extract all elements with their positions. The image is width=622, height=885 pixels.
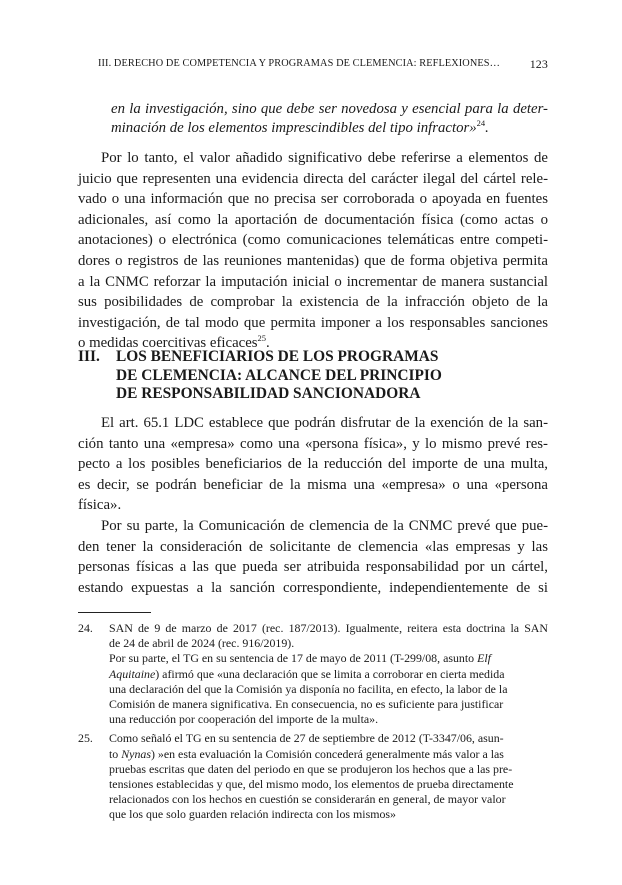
paragraph-line: personas físicas a las que pueda ser atribuida responsabilidad por un cártel, [78,559,548,576]
paragraph-valor-anadido [78,148,548,354]
paragraph-line: investigación, de tal modo que permita imponer a los responsables sanciones [78,314,548,331]
paragraph-line: es decir, se podrán beneficiar de la misma una «empresa» o una «persona [78,476,548,493]
quote-line: en la investigación, sino que debe ser novedosa y esencial para la deter- [111,101,548,117]
section-title-line: LOS BENEFICIARIOS DE LOS PROGRAMAS [116,348,439,365]
footnote-body [109,621,548,727]
footnote-line: una reducción por cooperación del importe de la multa». [109,712,379,727]
paragraph-line: den tener la consideración de solicitante de clemencia «las empresas y las [78,538,548,555]
footnote-ref-25[interactable]: 25 [257,333,267,344]
footnote-line: una declaración del que la Comisión ya disponía no facilita, en efecto, la labor de la [109,681,508,696]
paragraph-line: juicio que representen una evidencia directa del carácter ilegal del cártel rele- [78,170,548,187]
paragraph-line: Por lo tanto, el valor añadido significativo debe referirse a elementos de [101,150,548,166]
paragraph-line: El art. 65.1 LDC establece que podrán disfrutar de la exención de la san- [101,415,548,431]
paragraph-line: física». [78,497,122,514]
section-number: III. [78,348,100,365]
paragraph-comunicacion [78,516,548,598]
section-title [116,348,556,404]
footnote-number: 25. [78,731,93,746]
footnote-25 [78,731,548,822]
paragraph-line: sus posibilidades de comprobar la existencia de la infracción objeto de la [78,294,548,311]
paragraph-line: adicionales, así como la aportación de documentación física (como actas o [78,211,548,228]
footnote-line: SAN de 9 de marzo de 2017 (rec. 187/2013). Igualmente, reitera esta doctrina la SAN [109,621,548,635]
paragraph-line: o medidas coercitivas eficaces$^{25}$. [78,333,270,352]
running-header-title: III. DERECHO DE COMPETENCIA Y PROGRAMAS DE CLEMENCIA: REFLEXIONES… [98,58,500,69]
footnote-line: pruebas escritas que daten del periodo en que se produjeron los hechos que a las pre- [109,761,513,776]
footnote-body [109,731,548,822]
footnote-ref-24[interactable]: 24 [476,118,486,128]
paragraph-line: anotaciones) o electrónica (como comunicaciones telemáticas entre competi- [78,232,548,249]
footnote-line: Aquitaine) afirmó que «una declaración que se limita a corroborar en cierta medida [109,666,505,681]
paragraph-line: estando expuestas a la sanción correspondiente, independientemente de si [78,579,548,596]
footnote-line: tensiones establecidas y que, del mismo modo, los elementos de prueba directamente [109,777,514,792]
footnote-line: Como señaló el TG en su sentencia de 27 de septiembre de 2012 (T-3347/06, asun- [109,731,504,746]
footnote-24 [78,621,548,727]
paragraph-line: vado o una información que no precisa ser corroborada o apoyada en fuentes [78,191,548,208]
paragraph-art-65 [78,413,548,516]
paragraph-line: a la CNMC reforzar la imputación inicial o incrementar de manera sustancial [78,273,548,290]
footnote-line: Comisión de manera significativa. En consecuencia, no es suficiente para justificar [109,697,504,712]
quote-line: minación de los elementos imprescindibles del tipo infractor»$^{24}$. [111,118,489,136]
section-title-line: DE RESPONSABILIDAD SANCIONADORA [116,385,421,403]
section-title-line: DE CLEMENCIA: ALCANCE DEL PRINCIPIO [116,366,442,384]
footnote-line: to Nynas) »en esta evaluación la Comisión concederá generalmente más valor a las [109,746,504,761]
footnote-line: que los que solo guarden relación indirecta con los mismos» [109,807,396,822]
footnotes [78,621,548,823]
footnote-number: 24. [78,621,93,635]
block-quote [111,100,548,138]
footnote-line: de 24 de abril de 2024 (rec. 916/2019). [109,636,295,651]
paragraph-line: ción tanto una «empresa» como una «persona física», y lo mismo prevé res- [78,435,548,452]
paragraph-line: pecto a los posibles beneficiarios de la reducción del importe de una multa, [78,456,548,473]
paragraph-line: dores o registros de las reuniones mantenidas) que de forma objetiva permita [78,252,548,269]
paragraph-line: Por su parte, la Comunicación de clemencia de la CNMC prevé que pue- [101,518,548,534]
page-number: 123 [529,57,548,71]
footnote-divider [78,612,151,613]
footnote-line: relacionados con los hechos en cuestión se considerarán en general, de mayor valor [109,792,506,807]
footnote-line: Por su parte, el TG en su sentencia de 17 de mayo de 2011 (T-299/08, asunto Elf [109,651,491,666]
